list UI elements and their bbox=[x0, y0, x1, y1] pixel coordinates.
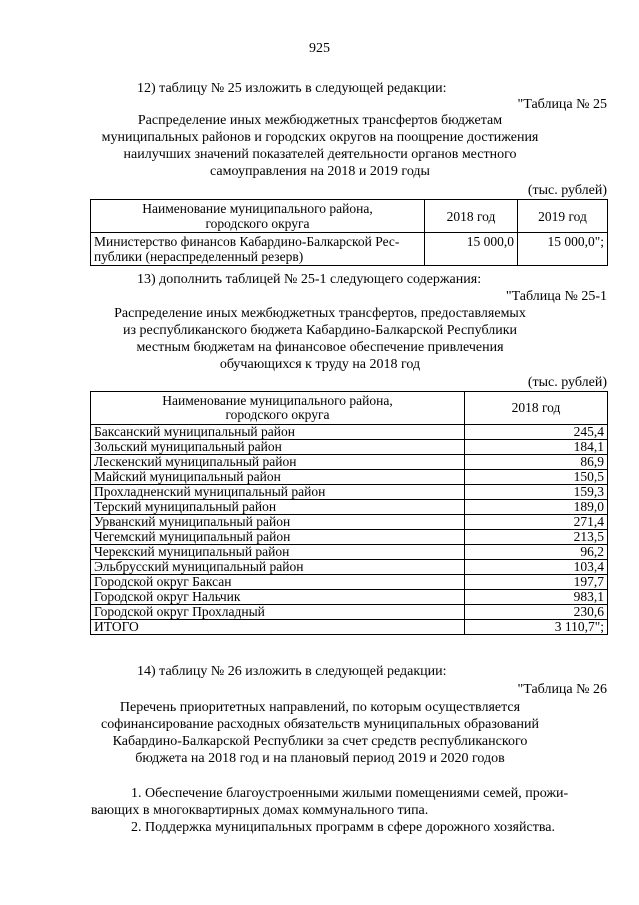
table-26-title-line: софинансирование расходных обязательств муниципальных образований bbox=[101, 717, 539, 732]
row-name: Министерство финансов Кабардино-Балкарской Рес- публики (нераспределенный резерв) bbox=[91, 233, 425, 266]
row-value: 245,4 bbox=[465, 425, 608, 440]
table-26-title-line: Перечень приоритетных направлений, по которым осуществляется bbox=[119, 700, 521, 715]
table-25-1-title-line: из республиканского бюджета Кабардино-Балкарской Республики bbox=[122, 323, 518, 338]
row-name: Черекский муниципальный район bbox=[91, 545, 465, 560]
row-name: Баксанский муниципальный район bbox=[91, 425, 465, 440]
row-value: 213,5 bbox=[465, 530, 608, 545]
table-25-title-line: муниципальных районов и городских округов на поощрение достижения bbox=[101, 130, 539, 145]
row-value: 3 110,7"; bbox=[465, 620, 608, 635]
item-13-text: 13) дополнить таблицей № 25-1 следующего содержания: bbox=[137, 272, 482, 287]
row-value: 96,2 bbox=[465, 545, 608, 560]
table-row bbox=[91, 590, 608, 605]
table-row bbox=[91, 455, 608, 470]
row-name: Терский муниципальный район bbox=[91, 500, 465, 515]
row-value: 86,9 bbox=[465, 455, 608, 470]
row-name: Урванский муниципальный район bbox=[91, 515, 465, 530]
table-25-title-line: наилучших значений показателей деятельности органов местного bbox=[123, 147, 517, 162]
row-value: 230,6 bbox=[465, 605, 608, 620]
table-header-row bbox=[91, 200, 608, 233]
table-25-title-line: Распределение иных межбюджетных трансфертов бюджетам bbox=[137, 113, 503, 128]
item-14-text: 14) таблицу № 26 изложить в следующей редакции: bbox=[137, 664, 447, 679]
table-row bbox=[91, 515, 608, 530]
table-25-label: "Таблица № 25 bbox=[517, 97, 607, 112]
priority-item-1-continuation: вающих в многоквартирных домах коммунального типа. bbox=[91, 803, 429, 818]
row-value: 150,5 bbox=[465, 470, 608, 485]
table-row bbox=[91, 500, 608, 515]
row-name: Зольский муниципальный район bbox=[91, 440, 465, 455]
row-value: 983,1 bbox=[465, 590, 608, 605]
table-25-1-unit: (тыс. рублей) bbox=[527, 375, 607, 390]
row-name: Городской округ Нальчик bbox=[91, 590, 465, 605]
row-name: Прохладненский муниципальный район bbox=[91, 485, 465, 500]
table-row bbox=[91, 425, 608, 440]
table-row bbox=[91, 233, 608, 266]
row-value: 103,4 bbox=[465, 560, 608, 575]
table-row bbox=[91, 605, 608, 620]
column-header-name: Наименование муниципального района, городского округа bbox=[91, 200, 425, 233]
row-value-2019: 15 000,0"; bbox=[518, 233, 608, 266]
row-value: 184,1 bbox=[465, 440, 608, 455]
table-25 bbox=[90, 199, 608, 266]
row-name: Лескенский муниципальный район bbox=[91, 455, 465, 470]
column-header-name: Наименование муниципального района, городского округа bbox=[91, 392, 465, 425]
table-25-1-label: "Таблица № 25-1 bbox=[505, 289, 607, 304]
page-number: 925 bbox=[309, 41, 330, 56]
row-value: 197,7 bbox=[465, 575, 608, 590]
table-total-row bbox=[91, 620, 608, 635]
table-25-1 bbox=[90, 391, 608, 635]
table-25-1-title-line: местным бюджетам на финансовое обеспечение привлечения bbox=[136, 340, 504, 355]
column-header-2018: 2018 год bbox=[425, 200, 518, 233]
table-header-row bbox=[91, 392, 608, 425]
table-25-title bbox=[60, 112, 580, 180]
table-row bbox=[91, 545, 608, 560]
row-name: Эльбрусский муниципальный район bbox=[91, 560, 465, 575]
row-name: ИТОГО bbox=[91, 620, 465, 635]
table-row bbox=[91, 575, 608, 590]
table-26-title-line: Кабардино-Балкарской Республики за счет средств республиканского bbox=[112, 734, 528, 749]
table-row bbox=[91, 440, 608, 455]
row-name: Чегемский муниципальный район bbox=[91, 530, 465, 545]
row-value: 189,0 bbox=[465, 500, 608, 515]
column-header-2019: 2019 год bbox=[518, 200, 608, 233]
table-row bbox=[91, 560, 608, 575]
table-row bbox=[91, 485, 608, 500]
column-header-2018: 2018 год bbox=[465, 392, 608, 425]
row-value: 159,3 bbox=[465, 485, 608, 500]
table-row bbox=[91, 530, 608, 545]
table-row bbox=[91, 470, 608, 485]
item-12-text: 12) таблицу № 25 изложить в следующей редакции: bbox=[137, 81, 447, 96]
priority-item-2: 2. Поддержка муниципальных программ в сфере дорожного хозяйства. bbox=[131, 820, 555, 835]
row-value-2018: 15 000,0 bbox=[425, 233, 518, 266]
table-25-1-title-line: Распределение иных межбюджетных трансфертов, предоставляемых bbox=[114, 306, 526, 321]
row-value: 271,4 bbox=[465, 515, 608, 530]
row-name: Городской округ Прохладный bbox=[91, 605, 465, 620]
table-25-unit: (тыс. рублей) bbox=[527, 183, 607, 198]
table-26-title-line: бюджета на 2018 год и на плановый период 2019 и 2020 годов bbox=[135, 751, 505, 766]
priority-item-1: 1. Обеспечение благоустроенными жилыми помещениями семей, прожи- bbox=[131, 786, 569, 801]
table-25-1-title bbox=[60, 305, 580, 373]
table-25-title-line: самоуправления на 2018 и 2019 годы bbox=[210, 164, 430, 179]
row-name: Майский муниципальный район bbox=[91, 470, 465, 485]
table-26-label: "Таблица № 26 bbox=[517, 682, 607, 697]
table-25-1-title-line: обучающихся к труду на 2018 год bbox=[219, 357, 421, 372]
table-26-title bbox=[60, 699, 580, 767]
row-name: Городской округ Баксан bbox=[91, 575, 465, 590]
